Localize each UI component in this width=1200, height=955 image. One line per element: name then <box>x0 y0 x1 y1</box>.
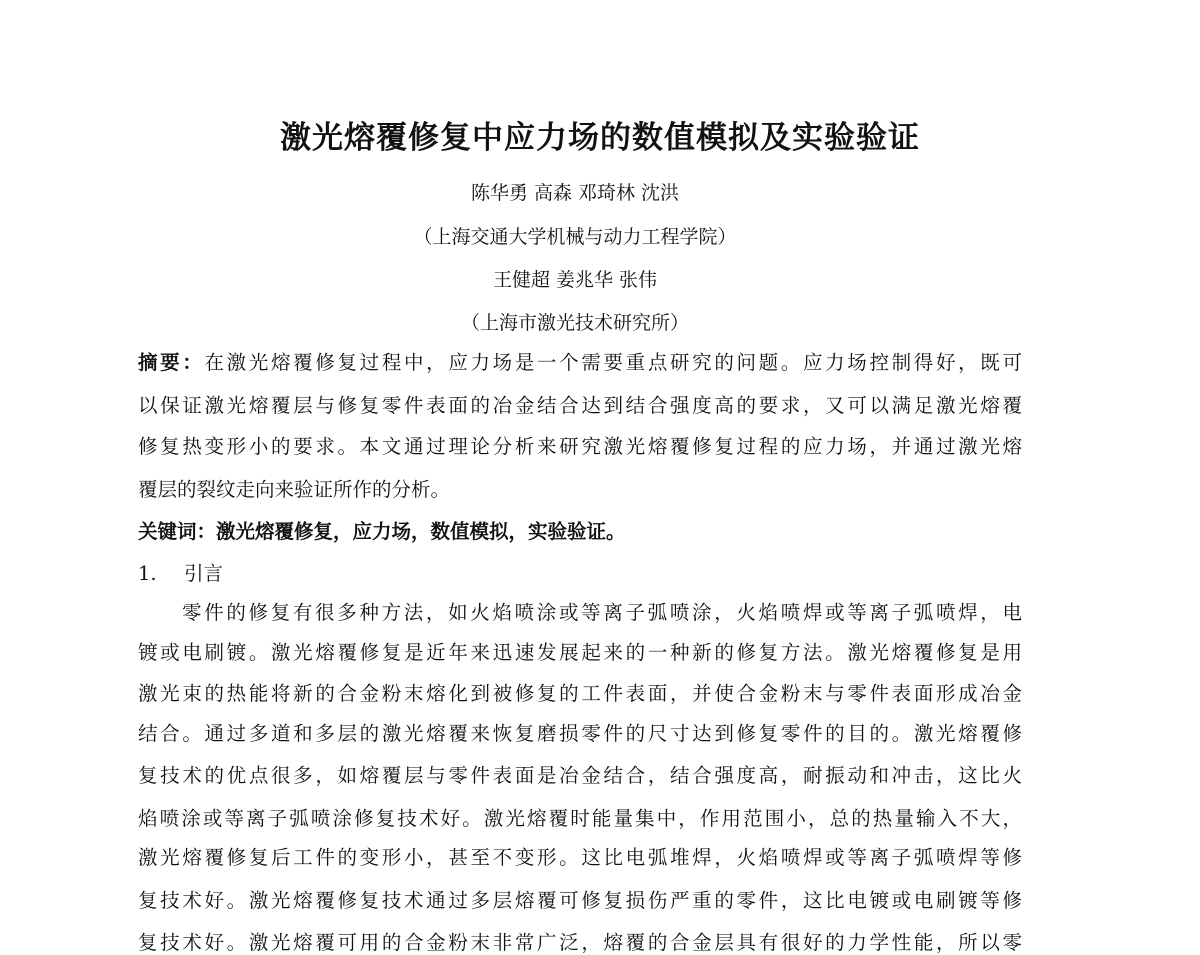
body-line: 激光熔覆修复后工件的变形小，甚至不变形。这比电弧堆焊，火焰喷焊或等离子弧喷焊等修 <box>138 846 1022 869</box>
abstract-line: 以保证激光熔覆层与修复零件表面的冶金结合达到结合强度高的要求，又可以满足激光熔覆 <box>138 394 1022 417</box>
body-line: 结合。通过多道和多层的激光熔覆来恢复磨损零件的尺寸达到修复零件的目的。激光熔覆修 <box>138 722 1022 745</box>
abstract-line: 覆层的裂纹走向来验证所作的分析。 <box>138 478 451 501</box>
body-line: 激光束的热能将新的合金粉末熔化到被修复的工件表面，并使合金粉末与零件表面形成冶金 <box>138 682 1022 705</box>
section-heading <box>138 558 223 586</box>
body-line: 焰喷涂或等离子弧喷涂修复技术好。激光熔覆时能量集中，作用范围小，总的热量输入不大， <box>138 807 1022 830</box>
keywords-line <box>138 516 626 544</box>
body-line: 零件的修复有很多种方法，如火焰喷涂或等离子弧喷涂，火焰喷焊或等离子弧喷焊，电 <box>182 601 1022 624</box>
section-title: 引言 <box>184 562 224 585</box>
authors-group-1: 陈华勇 高森 邓琦林 沈洪 <box>470 182 680 204</box>
abstract-line: 摘要：在激光熔覆修复过程中，应力场是一个需要重点研究的问题。应力场控制得好，既可 <box>138 351 1022 374</box>
affiliation-2: （上海市激光技术研究所） <box>460 312 689 334</box>
abstract-label: 摘要： <box>138 351 205 374</box>
section-number: 1. <box>138 562 157 585</box>
paper-title: 激光熔覆修复中应力场的数值模拟及实验验证 <box>280 120 920 156</box>
affiliation-1: （上海交通大学机械与动力工程学院） <box>413 226 737 248</box>
body-line: 复技术好。激光熔覆可用的合金粉末非常广泛，熔覆的合金层具有很好的力学性能，所以零 <box>138 931 1022 954</box>
body-line: 镀或电刷镀。激光熔覆修复是近年来迅速发展起来的一种新的修复方法。激光熔覆修复是用 <box>138 641 1022 664</box>
authors-group-2: 王健超 姜兆华 张伟 <box>492 269 658 291</box>
body-line: 复技术好。激光熔覆修复技术通过多层熔覆可修复损伤严重的零件，这比电镀或电刷镀等修 <box>138 889 1022 912</box>
abstract-line: 修复热变形小的要求。本文通过理论分析来研究激光熔覆修复过程的应力场，并通过激光熔 <box>138 435 1022 458</box>
keywords-label: 关键词： <box>138 520 217 543</box>
keywords-text: 激光熔覆修复，应力场，数值模拟，实验验证。 <box>216 520 626 543</box>
body-line: 复技术的优点很多，如熔覆层与零件表面是冶金结合，结合强度高，耐振动和冲击，这比火 <box>138 764 1022 787</box>
